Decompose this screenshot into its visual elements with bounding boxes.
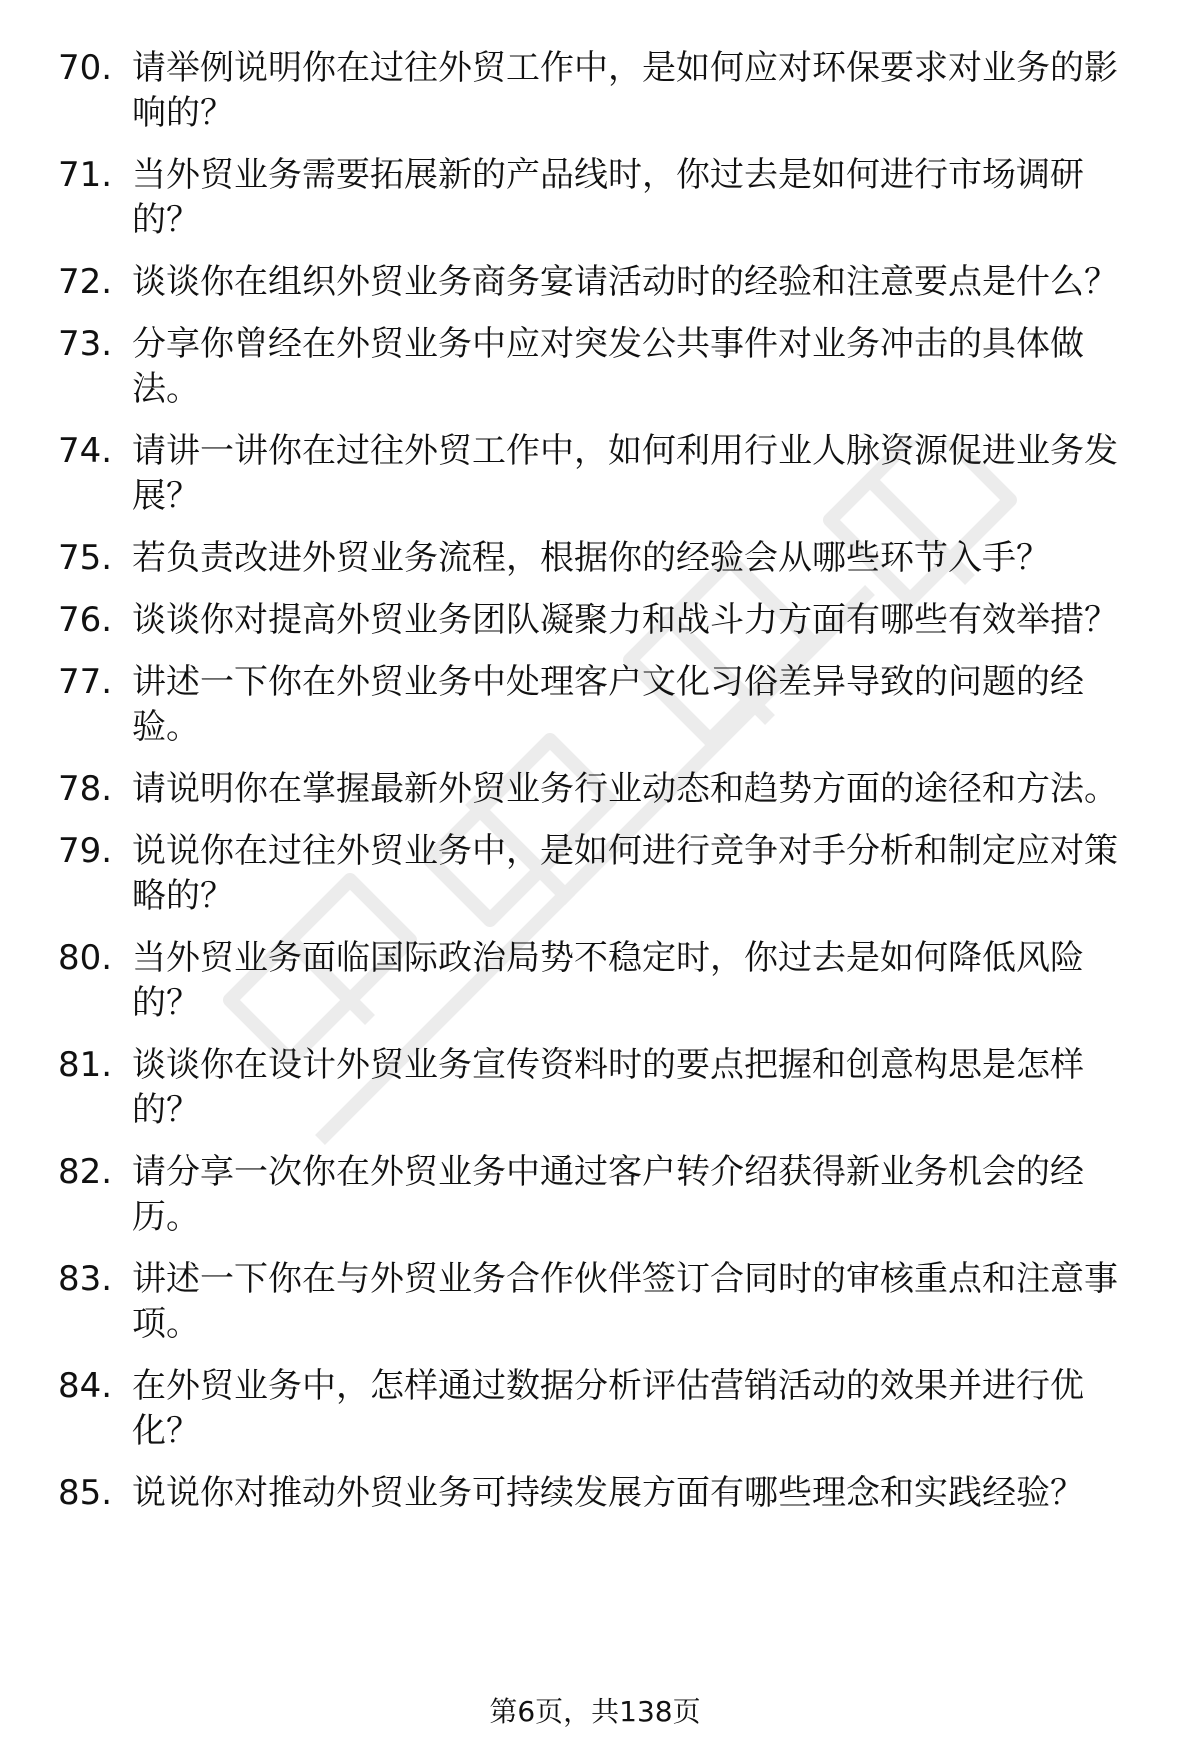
question-number: 73.: [58, 324, 113, 364]
question-item: [58, 1043, 1148, 1133]
question-number: 81.: [58, 1045, 113, 1085]
question-text: 说说你对推动外贸业务可持续发展方面有哪些理念和实践经验？: [132, 1473, 1084, 1513]
question-text: 当外贸业务面临国际政治局势不稳定时，你过去是如何降低风险的？: [132, 938, 1084, 1023]
question-item: [58, 829, 1148, 919]
question-number: 82.: [58, 1152, 113, 1192]
question-text: 说说你在过往外贸业务中，是如何进行竞争对手分析和制定应对策略的？: [132, 831, 1118, 916]
question-number: 85.: [58, 1473, 113, 1513]
question-number: 79.: [58, 831, 113, 871]
question-text: 谈谈你在设计外贸业务宣传资料时的要点把握和创意构思是怎样的？: [132, 1045, 1084, 1130]
question-number: 76.: [58, 600, 113, 640]
question-text: 分享你曾经在外贸业务中应对突发公共事件对业务冲击的具体做法。: [132, 324, 1084, 409]
page-number: 第6页，共138页: [489, 1695, 701, 1728]
question-number: 75.: [58, 538, 113, 578]
question-text: 请举例说明你在过往外贸工作中，是如何应对环保要求对业务的影响的？: [132, 48, 1118, 133]
question-number: 72.: [58, 262, 113, 302]
question-item: [58, 936, 1148, 1026]
question-item: [58, 46, 1148, 136]
question-list: [58, 46, 1148, 1533]
question-item: [58, 660, 1148, 750]
question-text: 讲述一下你在外贸业务中处理客户文化习俗差异导致的问题的经验。: [132, 662, 1084, 747]
question-text: 请说明你在掌握最新外贸业务行业动态和趋势方面的途径和方法。: [132, 769, 1118, 809]
question-number: 71.: [58, 155, 113, 195]
question-item: [58, 598, 1148, 643]
question-number: 78.: [58, 769, 113, 809]
question-text: 当外贸业务需要拓展新的产品线时，你过去是如何进行市场调研的？: [132, 155, 1084, 240]
question-item: [58, 536, 1148, 581]
question-text: 讲述一下你在与外贸业务合作伙伴签订合同时的审核重点和注意事项。: [132, 1259, 1118, 1344]
question-item: [58, 1257, 1148, 1347]
question-number: 77.: [58, 662, 113, 702]
question-item: [58, 322, 1148, 412]
question-item: [58, 1471, 1148, 1516]
question-item: [58, 767, 1148, 812]
question-number: 70.: [58, 48, 113, 88]
question-text: 谈谈你在组织外贸业务商务宴请活动时的经验和注意要点是什么？: [132, 262, 1118, 302]
question-text: 在外贸业务中，怎样通过数据分析评估营销活动的效果并进行优化？: [132, 1366, 1084, 1451]
question-text: 请讲一讲你在过往外贸工作中，如何利用行业人脉资源促进业务发展？: [132, 431, 1118, 516]
question-number: 83.: [58, 1259, 113, 1299]
question-number: 84.: [58, 1366, 113, 1406]
question-number: 80.: [58, 938, 113, 978]
question-text: 谈谈你对提高外贸业务团队凝聚力和战斗力方面有哪些有效举措？: [132, 600, 1118, 640]
question-text: 请分享一次你在外贸业务中通过客户转介绍获得新业务机会的经历。: [132, 1152, 1084, 1237]
question-item: [58, 153, 1148, 243]
question-item: [58, 1150, 1148, 1240]
question-text: 若负责改进外贸业务流程，根据你的经验会从哪些环节入手？: [132, 538, 1050, 578]
question-item: [58, 429, 1148, 519]
question-number: 74.: [58, 431, 113, 471]
question-item: [58, 1364, 1148, 1454]
question-item: [58, 260, 1148, 305]
